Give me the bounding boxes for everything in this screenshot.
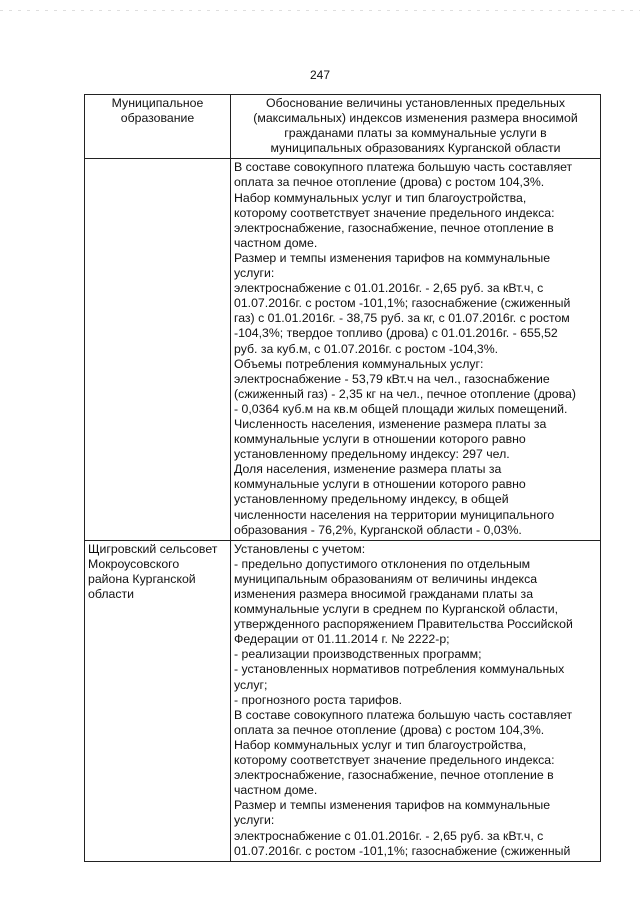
justification-line: Численность населения, изменение размера платы за — [234, 416, 547, 431]
municipality-line: района Курганской — [88, 571, 196, 586]
justification-line: руб. за куб.м, с 01.07.2016г. с ростом -104,3%. — [234, 341, 499, 356]
justification-line: газ) с 01.01.2016г. - 38,75 руб. за кг, с 01.07.2016г. с ростом — [234, 311, 570, 326]
table-header-row — [85, 95, 601, 159]
justification-line: Федерации от 01.11.2014 г. № 2222-р; — [234, 632, 450, 647]
justification-line: оплата за печное отопление (дрова) с ростом 104,3%. — [234, 722, 545, 737]
justification-line: услуг; — [234, 677, 268, 692]
justification-line: утвержденного распоряжением Правительства Российской — [234, 617, 573, 632]
justification-line: установленному предельному индексу: 297 чел. — [234, 447, 510, 462]
justification-line: электроснабжение, газоснабжение, печное отопление в — [234, 220, 554, 235]
table-row — [85, 540, 601, 861]
justification-line: частном доме. — [234, 783, 318, 798]
justification-line: которому соответствует значение предельного индекса: — [234, 753, 555, 768]
justification-line: численности населения на территории муниципального — [234, 507, 555, 522]
justification-line: - установленных нормативов потребления коммунальных — [234, 662, 565, 677]
municipality-line: области — [88, 587, 134, 601]
justification-line: образования - 76,2%, Курганской области - 0,03%. — [234, 522, 522, 537]
municipality-line: Мокроусовского — [88, 556, 180, 571]
justification-line: коммунальные услуги в отношении которого равно — [234, 477, 526, 492]
header-line: (максимальных) индексов изменения размера вносимой — [253, 111, 578, 126]
justification-cell — [231, 540, 601, 861]
justification-line: коммунальные услуги в отношении которого равно — [234, 432, 526, 447]
justification-line: муниципальным образованиям от величины индекса — [234, 571, 538, 586]
justification-line: электроснабжение - 53,79 кВт.ч на чел., газоснабжение — [234, 371, 550, 386]
justification-line: 01.07.2016г. с ростом -101,1%; газоснабжение (сжиженный — [234, 296, 571, 311]
justification-line: Размер и темпы изменения тарифов на коммунальные — [234, 250, 551, 265]
justification-line: Набор коммунальных услуг и тип благоустройства, — [234, 190, 527, 205]
justification-line: Установлены с учетом: — [234, 541, 366, 556]
justification-line: В составе совокупного платежа большую часть составляет — [234, 707, 573, 722]
header-justification — [231, 95, 601, 159]
municipality-cell — [85, 159, 231, 540]
justification-line: - предельно допустимого отклонения по отдельным — [234, 556, 531, 571]
justification-line: которому соответствует значение предельного индекса: — [234, 205, 555, 220]
header-municipality — [85, 95, 231, 159]
justification-line: услуги: — [234, 266, 275, 281]
municipality-cell — [85, 540, 231, 861]
scan-artifact-line — [0, 10, 640, 11]
justification-line: оплата за печное отопление (дрова) с ростом 104,3%. — [234, 175, 545, 190]
header-line: гражданами платы за коммунальные услуги в — [284, 126, 547, 141]
justification-line: Размер и темпы изменения тарифов на коммунальные — [234, 798, 551, 813]
header-line: муниципальных образованиях Курганской области — [270, 141, 561, 156]
justification-line: услуги: — [234, 813, 275, 828]
justification-cell — [231, 159, 601, 540]
justification-line: -104,3%; твердое топливо (дрова) с 01.01.2016г. - 655,52 — [234, 326, 558, 341]
justification-line: Набор коммунальных услуг и тип благоустройства, — [234, 737, 527, 752]
header-line: образование — [120, 111, 195, 126]
justification-line: В составе совокупного платежа большую часть составляет — [234, 160, 573, 175]
justification-line: установленному предельному индексу, в общей — [234, 492, 509, 507]
municipality-line: Щигровский сельсовет — [88, 541, 218, 556]
page-number: 247 — [309, 68, 331, 82]
justification-line: - реализации производственных программ; — [234, 647, 482, 662]
justification-table — [84, 94, 601, 862]
justification-line: - прогнозного роста тарифов. — [234, 692, 403, 707]
justification-line: (сжиженный газ) - 2,35 кг на чел., печное отопление (дрова) — [234, 386, 576, 401]
table-row — [85, 159, 601, 540]
justification-line: изменения размера вносимой гражданами платы за — [234, 587, 534, 601]
header-line: Обоснование величины установленных предельных — [266, 96, 565, 110]
justification-line: частном доме. — [234, 235, 318, 250]
justification-line: коммунальные услуги в среднем по Курганской области, — [234, 602, 559, 617]
justification-line: 01.07.2016г. с ростом -101,1%; газоснабжение (сжиженный — [234, 843, 571, 858]
justification-line: Объемы потребления коммунальных услуг: — [234, 356, 484, 371]
justification-line: Доля населения, изменение размера платы за — [234, 462, 502, 477]
justification-line: - 0,0364 куб.м на кв.м общей площади жилых помещений. — [234, 401, 568, 416]
justification-line: электроснабжение с 01.01.2016г. - 2,65 руб. за кВт.ч, с — [234, 281, 544, 296]
justification-line: электроснабжение с 01.01.2016г. - 2,65 руб. за кВт.ч, с — [234, 828, 544, 843]
justification-line: электроснабжение, газоснабжение, печное отопление в — [234, 768, 554, 783]
header-line: Муниципальное — [111, 96, 204, 110]
